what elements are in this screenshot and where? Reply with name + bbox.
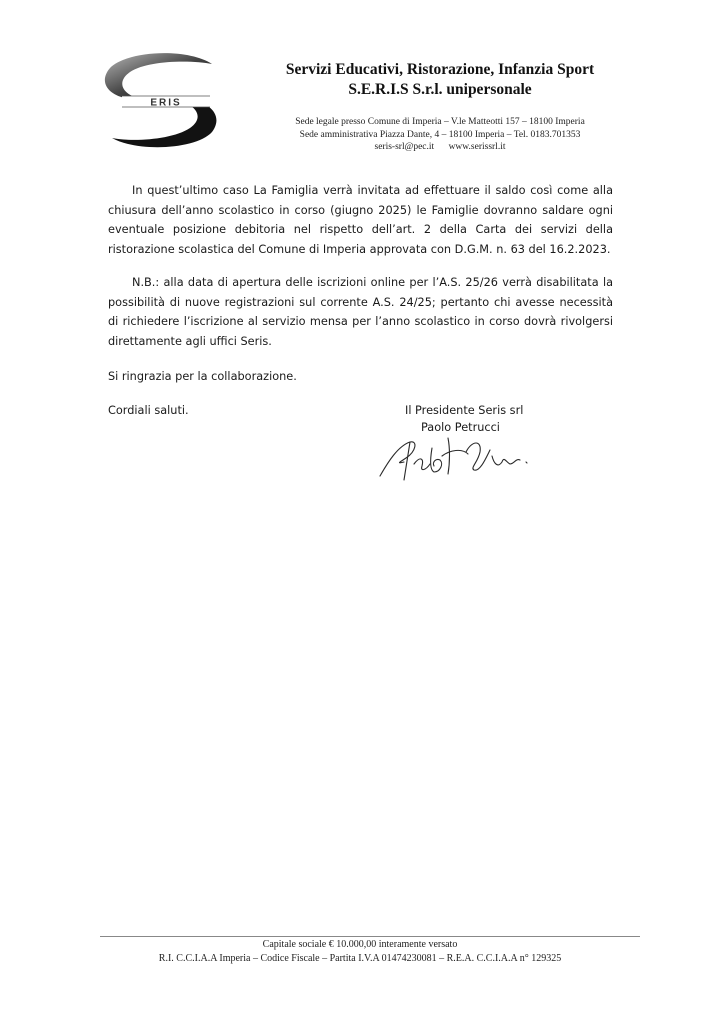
paragraph-thanks: Si ringrazia per la collaborazione. [108, 370, 297, 383]
signatory-name: Paolo Petrucci [421, 421, 500, 434]
letter-body [108, 181, 613, 420]
signatory-title: Il Presidente Seris srl [405, 404, 524, 417]
footer-capital: Capitale sociale € 10.000,00 interamente versato [262, 939, 458, 950]
footer [80, 938, 640, 966]
seris-logo [100, 50, 220, 150]
handwritten-signature [370, 418, 570, 488]
contacts [240, 141, 640, 154]
admin-office: Sede amministrativa Piazza Dante, 4 – 18100 Imperia – Tel. 0183.701353 [299, 129, 581, 140]
email-link[interactable]: seris-srl@pec.it [374, 142, 435, 152]
footer-registry: R.I. C.C.I.A.A Imperia – Codice Fiscale – Partita I.V.A 01474230081 – R.E.A. C.C.I.A.A n° 129325 [158, 953, 562, 964]
registered-office: Sede legale presso Comune di Imperia – V.le Matteotti 157 – 18100 Imperia [295, 117, 585, 127]
paragraph-nb: N.B.: alla data di apertura delle iscrizioni online per l’A.S. 25/26 verrà disabilitata la possibilità di nuove registrazioni sul corrente A.S. 24/25; pertanto chi avesse necessità di richiedere l’iscrizione al servizio mensa per l’anno scolastico in corso dovrà rivolgersi direttamente agli uffici Seris. [108, 276, 613, 348]
paragraph-closing: Cordiali saluti. [108, 403, 189, 417]
letterhead [240, 60, 640, 154]
logo-text: ERIS [150, 97, 182, 109]
website-link[interactable]: www.serissrl.it [448, 142, 506, 152]
footer-divider [100, 936, 640, 937]
company-name: Servizi Educativi, Ristorazione, Infanzia Sport [285, 61, 595, 78]
paragraph-settlement: In quest’ultimo caso La Famiglia verrà invitata ad effettuare il saldo così come alla chiusura dell’anno scolastico in corso (giugno 2025) le Famiglie dovranno saldare ogni eventuale posizione debitoria nel rispetto dell’art. 2 della Carta dei servizi della ristorazione scolastica del Comune di Imperia approvata con D.G.M. n. 63 del 16.2.2023. [108, 184, 613, 256]
legal-name: S.E.R.I.S S.r.l. unipersonale [348, 81, 532, 98]
